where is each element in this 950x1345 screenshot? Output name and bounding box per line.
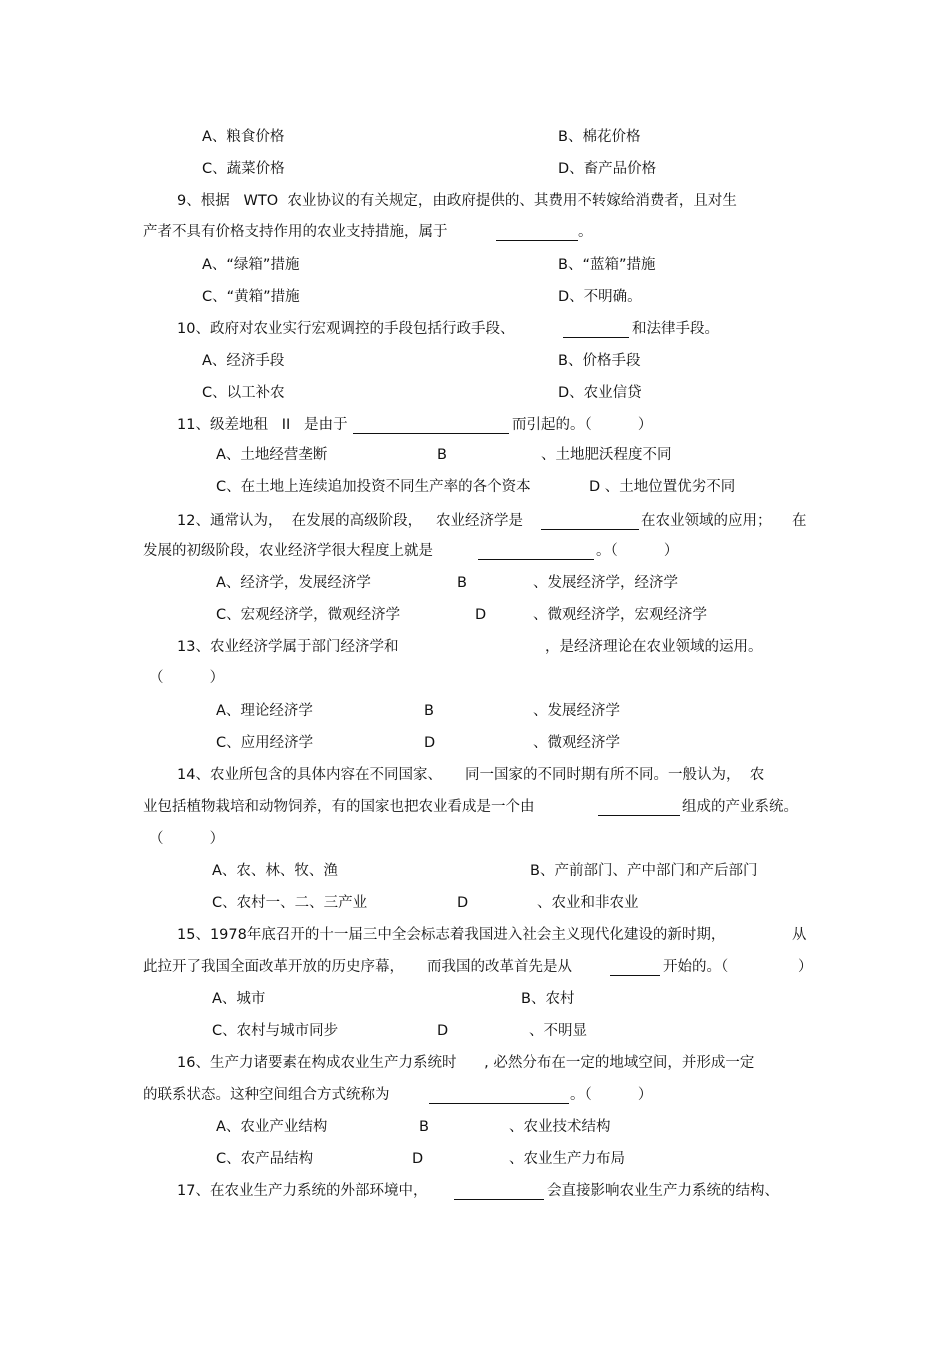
q11-option-a: A、土地经营垄断 — [216, 447, 328, 463]
q17-answer-blank — [454, 1183, 544, 1200]
q11-option-b: 、土地肥沃程度不同 — [541, 447, 672, 463]
q11-answer-blank — [353, 417, 509, 434]
q12-option-d: 、微观经济学，宏观经济学 — [533, 607, 707, 623]
q8-option-c: C、蔬菜价格 — [202, 161, 285, 177]
q12-stem-line1: 12、通常认为， 在发展的高级阶段， 农业经济学是 — [177, 513, 523, 529]
q16-option-a: A、农业产业结构 — [216, 1119, 328, 1135]
q13-option-d-letter: D — [424, 735, 436, 751]
q10-option-d: D、农业信贷 — [558, 385, 642, 401]
q9-stem-line1: 9、根据 WTO 农业协议的有关规定，由政府提供的、其费用不转嫁给消费者，且对生 — [177, 193, 737, 209]
q9-option-a: A、“绿箱”措施 — [202, 257, 300, 273]
q12-option-d-letter: D — [475, 607, 487, 623]
q12-option-b-letter: B — [457, 575, 467, 591]
q15-option-d: 、不明显 — [529, 1023, 587, 1039]
q14-option-b: B、产前部门、产中部门和产后部门 — [530, 863, 758, 879]
q16-stem-line2: 的联系状态。这种空间组合方式统称为 — [143, 1087, 390, 1103]
q13-option-a: A、理论经济学 — [216, 703, 313, 719]
q11-option-c: C、在土地上连续追加投资不同生产率的各个资本 — [216, 479, 531, 495]
q15-stem-line1-end: 从 — [792, 927, 807, 943]
q10-stem: 10、政府对农业实行宏观调控的手段包括行政手段、 — [177, 321, 515, 337]
q16-option-d: 、农业生产力布局 — [509, 1151, 625, 1167]
q11-option-b-letter: B — [437, 447, 447, 463]
q14-answer-paren: （ ） — [149, 831, 225, 847]
q13-option-d: 、微观经济学 — [533, 735, 620, 751]
q17-stem: 17、在农业生产力系统的外部环境中， — [177, 1183, 428, 1199]
q10-option-c: C、以工补农 — [202, 385, 285, 401]
q10-option-a: A、经济手段 — [202, 353, 285, 369]
q14-option-a: A、农、林、牧、渔 — [212, 863, 338, 879]
q9-option-c: C、“黄箱”措施 — [202, 289, 300, 305]
q10-answer-blank — [563, 321, 629, 338]
q12-option-c: C、宏观经济学，微观经济学 — [216, 607, 401, 623]
q16-answer-blank — [429, 1087, 569, 1104]
q9-option-d: D、不明确。 — [558, 289, 642, 305]
q16-stem-line1: 16、生产力诸要素在构成农业生产力系统时 , 必然分布在一定的地域空间，并形成一定 — [177, 1055, 755, 1071]
q14-option-d-letter: D — [457, 895, 469, 911]
q9-option-b: B、“蓝箱”措施 — [558, 257, 656, 273]
q13-stem-end: ，是经济理论在农业领域的运用。 — [545, 639, 763, 655]
q15-option-b: B、农村 — [521, 991, 575, 1007]
q9-stem-line2: 产者不具有价格支持作用的农业支持措施，属于 — [143, 224, 448, 240]
q11-option-d: D 、土地位置优劣不同 — [589, 479, 736, 495]
q15-stem-line1: 15、1978年底召开的十一届三中全会标志着我国进入社会主义现代化建设的新时期， — [177, 927, 726, 943]
q14-option-c: C、农村一、二、三产业 — [212, 895, 368, 911]
q12-stem-line1-mid: 在农业领域的应用； — [641, 513, 772, 529]
q12-stem-end: 。（ ） — [596, 543, 679, 559]
q14-stem-line1: 14、农业所包含的具体内容在不同国家、 同一国家的不同时期有所不同。一般认为， 农 — [177, 767, 765, 783]
q14-stem-line2: 业包括植物栽培和动物饲养，有的国家也把农业看成是一个由 — [143, 799, 535, 815]
q8-option-a: A、粮食价格 — [202, 129, 285, 145]
q15-stem-line2-mid: 开始的。（ — [663, 959, 729, 975]
q13-stem: 13、农业经济学属于部门经济学和 — [177, 639, 399, 655]
q16-option-b: 、农业技术结构 — [509, 1119, 611, 1135]
q15-stem-line2-end: ） — [798, 959, 813, 975]
q14-stem-end: 组成的产业系统。 — [682, 799, 798, 815]
q10-stem-end: 和法律手段。 — [632, 321, 719, 337]
q12-option-b: 、发展经济学，经济学 — [533, 575, 678, 591]
q12-answer-blank-1 — [541, 513, 639, 530]
q13-option-c: C、应用经济学 — [216, 735, 314, 751]
q16-option-b-letter: B — [419, 1119, 429, 1135]
q15-option-a: A、城市 — [212, 991, 266, 1007]
q15-answer-blank — [610, 959, 660, 976]
q13-answer-paren: （ ） — [149, 670, 225, 686]
q13-option-b-letter: B — [424, 703, 434, 719]
q13-option-b: 、发展经济学 — [533, 703, 620, 719]
q10-option-b: B、价格手段 — [558, 353, 641, 369]
q15-option-c: C、农村与城市同步 — [212, 1023, 339, 1039]
q11-stem-end: 而引起的。（ ） — [512, 417, 653, 433]
q9-stem-end: 。 — [578, 224, 593, 240]
q12-stem-line2: 发展的初级阶段，农业经济学很大程度上就是 — [143, 543, 433, 559]
q12-stem-line1-end: 在 — [792, 513, 807, 529]
q16-option-c: C、农产品结构 — [216, 1151, 314, 1167]
q15-stem-line2: 此拉开了我国全面改革开放的历史序幕， 而我国的改革首先是从 — [143, 959, 573, 975]
q8-option-b: B、棉花价格 — [558, 129, 641, 145]
q9-answer-blank — [496, 224, 578, 241]
q16-option-d-letter: D — [412, 1151, 424, 1167]
q14-option-d: 、农业和非农业 — [537, 895, 639, 911]
q14-answer-blank — [598, 799, 680, 816]
q12-answer-blank-2 — [478, 543, 594, 560]
q15-option-d-letter: D — [437, 1023, 449, 1039]
q12-option-a: A、经济学，发展经济学 — [216, 575, 371, 591]
q8-option-d: D、畜产品价格 — [558, 161, 657, 177]
q11-stem: 11、级差地租 II 是由于 — [177, 417, 348, 433]
q17-stem-end: 会直接影响农业生产力系统的结构、 — [547, 1183, 779, 1199]
q16-stem-end: 。（ ） — [570, 1087, 653, 1103]
